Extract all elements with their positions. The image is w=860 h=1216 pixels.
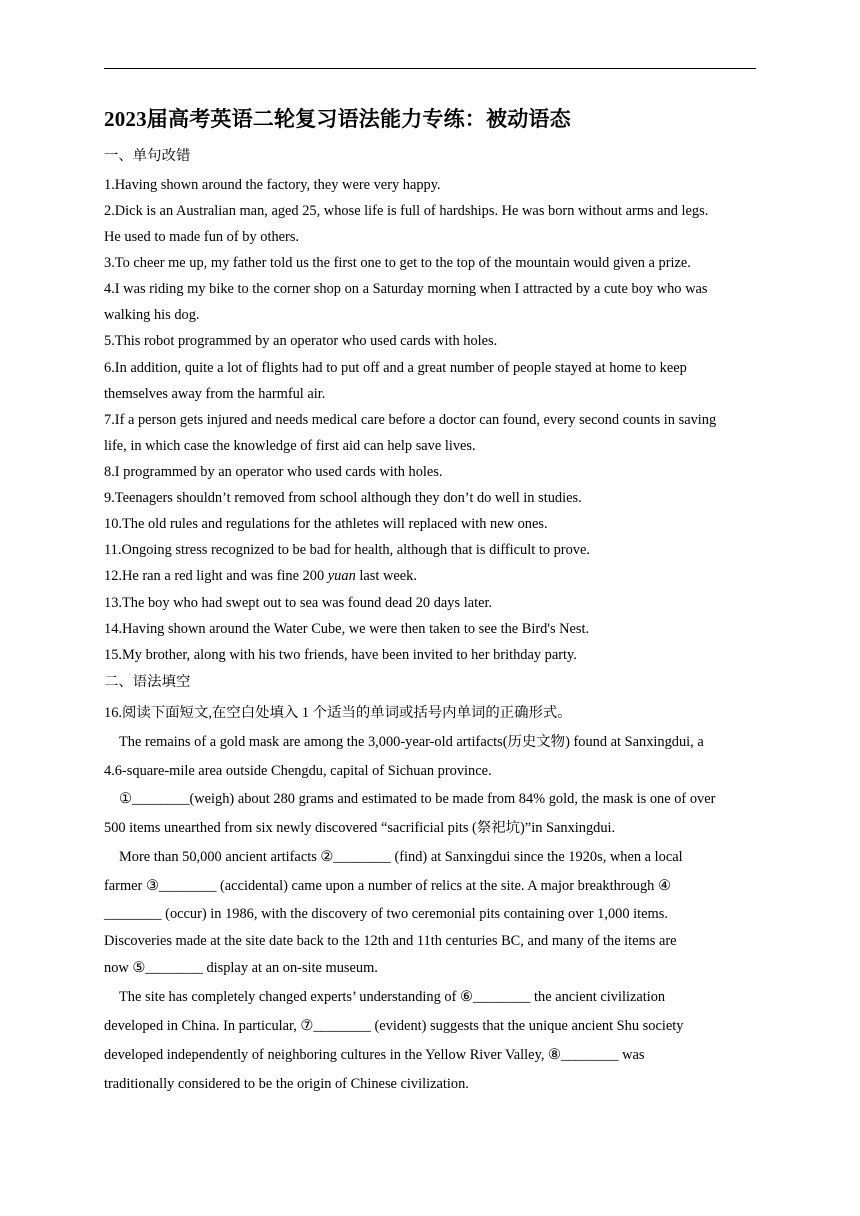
passage-line-12: developed independently of neighboring cultures in the Yellow River Valley, ⑧________ was <box>104 1047 645 1063</box>
passage-line-11: developed in China. In particular, ⑦________ (evident) suggests that the unique ancient Shu society <box>104 1018 684 1034</box>
question-1: 1.Having shown around the factory, they were very happy. <box>104 177 441 193</box>
passage-line-2: 4.6-square-mile area outside Chengdu, capital of Sichuan province. <box>104 763 492 779</box>
passage-line-13: traditionally considered to be the origin of Chinese civilization. <box>104 1076 469 1092</box>
section-heading-cloze: 二、语法填空 <box>104 674 191 690</box>
question-12 <box>104 567 417 585</box>
passage-line-8: Discoveries made at the site date back to the 12th and 11th centuries BC, and many of the items are <box>104 933 677 949</box>
question-7: 7.If a person gets injured and needs medical care before a doctor can found, every second counts in saving <box>104 412 717 428</box>
question-6-continued: themselves away from the harmful air. <box>104 386 326 402</box>
header-rule <box>104 68 756 69</box>
question-5: 5.This robot programmed by an operator who used cards with holes. <box>104 333 498 349</box>
passage-line-3: ①________(weigh) about 280 grams and estimated to be made from 84% gold, the mask is one of over <box>119 791 716 807</box>
question-10: 10.The old rules and regulations for the athletes will replaced with new ones. <box>104 516 548 532</box>
question-11: 11.Ongoing stress recognized to be bad for health, although that is difficult to prove. <box>104 542 590 558</box>
question-4: 4.I was riding my bike to the corner shop on a Saturday morning when I attracted by a cute boy who was <box>104 281 708 297</box>
question-14: 14.Having shown around the Water Cube, we were then taken to see the Bird's Nest. <box>104 621 590 637</box>
passage-line-7: ________ (occur) in 1986, with the discovery of two ceremonial pits containing over 1,000 items. <box>104 906 668 922</box>
passage-line-5: More than 50,000 ancient artifacts ②________ (find) at Sanxingdui since the 1920s, when a local <box>119 849 683 865</box>
question-7-continued: life, in which case the knowledge of first aid can help save lives. <box>104 438 476 454</box>
passage-line-6: farmer ③________ (accidental) came upon a number of relics at the site. A major breakthrough ④ <box>104 878 671 894</box>
document-title: 2023届高考英语二轮复习语法能力专练：被动语态 <box>104 107 571 131</box>
passage-line-10: The site has completely changed experts’ understanding of ⑥________ the ancient civilization <box>119 989 666 1005</box>
question-16-instruction: 16.阅读下面短文,在空白处填入 1 个适当的单词或括号内单词的正确形式。 <box>104 705 572 721</box>
question-12-emphasis: yuan <box>327 568 356 584</box>
question-8: 8.I programmed by an operator who used cards with holes. <box>104 464 443 480</box>
question-4-continued: walking his dog. <box>104 307 200 323</box>
question-2: 2.Dick is an Australian man, aged 25, whose life is full of hardships. He was born without arms and legs. <box>104 203 709 219</box>
question-3: 3.To cheer me up, my father told us the first one to get to the top of the mountain would given a prize. <box>104 255 691 271</box>
question-15: 15.My brother, along with his two friends, have been invited to her brithday party. <box>104 647 577 663</box>
question-13: 13.The boy who had swept out to sea was found dead 20 days later. <box>104 595 493 611</box>
question-9: 9.Teenagers shouldn’t removed from school although they don’t do well in studies. <box>104 490 582 506</box>
question-12-text-end: last week. <box>355 568 417 584</box>
passage-line-4: 500 items unearthed from six newly discovered “sacrificial pits (祭祀坑)”in Sanxingdui. <box>104 820 616 836</box>
question-2-continued: He used to made fun of by others. <box>104 229 300 245</box>
passage-line-9: now ⑤________ display at an on-site museum. <box>104 960 378 976</box>
question-12-text: 12.He ran a red light and was fine 200 <box>104 568 328 584</box>
section-heading-error-correction: 一、单句改错 <box>104 148 191 164</box>
passage-line-1: The remains of a gold mask are among the 3,000-year-old artifacts(历史文物) found at Sanxingdui, a <box>119 734 704 750</box>
question-6: 6.In addition, quite a lot of flights had to put off and a great number of people stayed at home to keep <box>104 360 687 376</box>
